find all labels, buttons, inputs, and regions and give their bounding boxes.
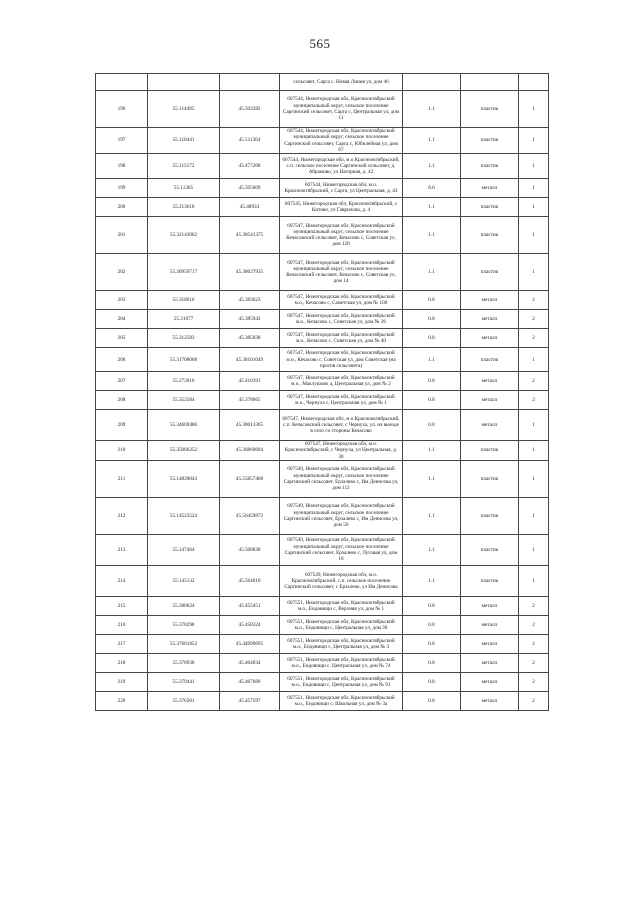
count-cell: 1 [519, 179, 549, 198]
longitude-cell: 45.383623 [220, 291, 280, 310]
material-cell: пластик [461, 461, 519, 498]
count-cell: 1 [519, 198, 549, 217]
row-number: 213 [96, 535, 148, 566]
row-number: 219 [96, 673, 148, 692]
volume-cell: 1.1 [403, 154, 461, 179]
table-row [96, 154, 549, 179]
count-cell: 2 [519, 329, 549, 348]
latitude-cell: 55.35066252 [148, 441, 220, 461]
count-cell: 2 [519, 291, 549, 310]
latitude-cell: 55.145132 [148, 566, 220, 597]
table-row [96, 329, 549, 348]
table-row [96, 74, 549, 91]
longitude-cell: 45.385038 [220, 329, 280, 348]
latitude-cell: 55.147464 [148, 535, 220, 566]
count-cell: 1 [519, 566, 549, 597]
longitude-cell: 45.48933 [220, 198, 280, 217]
volume-cell: 1.1 [403, 441, 461, 461]
material-cell: металл [461, 391, 519, 410]
latitude-cell: 55.318616 [148, 291, 220, 310]
table-row [96, 597, 549, 616]
address-cell: 607549, Нижегородская обл, Краснооктябрьский муниципальный округ, сельское поселение Саргинский сельсовет, Ерзалево с, Им Денисова ул, дом 112 [280, 461, 403, 498]
count-cell: 1 [519, 91, 549, 128]
table-row [96, 91, 549, 128]
row-number: 212 [96, 498, 148, 535]
address-cell: 607547, Нижегородская обл, м.о. Краснооктябрьский, с Чернуха, ул Центральная, д. 38 [280, 441, 403, 461]
row-number: 202 [96, 254, 148, 291]
material-cell: пластик [461, 198, 519, 217]
row-number: 210 [96, 441, 148, 461]
table-row [96, 635, 549, 654]
table-row [96, 291, 549, 310]
address-cell: сельсовет, Сарга с. Новая Линия ул, дом 46 [280, 74, 403, 91]
volume-cell: 0.8 [403, 391, 461, 410]
count-cell: 2 [519, 597, 549, 616]
longitude-cell: 45.568838 [220, 535, 280, 566]
volume-cell: 0.8 [403, 410, 461, 441]
row-number: 220 [96, 692, 148, 711]
count-cell: 2 [519, 654, 549, 673]
longitude-cell: 45.464034 [220, 654, 280, 673]
count-cell: 1 [519, 498, 549, 535]
row-number: 199 [96, 179, 148, 198]
latitude-cell: 55.31077 [148, 310, 220, 329]
volume-cell: 0.8 [403, 654, 461, 673]
table-row [96, 616, 549, 635]
table-row [96, 179, 549, 198]
table-row [96, 254, 549, 291]
volume-cell: 8.0 [403, 179, 461, 198]
address-cell: 607551, Нижегородская обл, Краснооктябрьский м.о., Ендовищи с, Центральная ул, дом 36 [280, 616, 403, 635]
longitude-cell: 45.467689 [220, 673, 280, 692]
table-row [96, 654, 549, 673]
table-row [96, 217, 549, 254]
volume-cell [403, 74, 461, 91]
material-cell: пластик [461, 498, 519, 535]
count-cell: 2 [519, 692, 549, 711]
volume-cell: 1.1 [403, 198, 461, 217]
row-number: 203 [96, 291, 148, 310]
address-cell: 607547, Нижегородская обл, м.о.Краснооктябрьский, с.п. Кечасовский сельсовет, с Чернуха, ул. на выезде в село со стороны Кечасово [280, 410, 403, 441]
longitude-cell: 45.457597 [220, 692, 280, 711]
count-cell: 1 [519, 154, 549, 179]
count-cell: 1 [519, 217, 549, 254]
latitude-cell: 55.14523524 [148, 498, 220, 535]
row-number: 211 [96, 461, 148, 498]
row-number: 207 [96, 372, 148, 391]
latitude-cell: 55.115172 [148, 154, 220, 179]
longitude-cell: 45.477208 [220, 154, 280, 179]
latitude-cell [148, 74, 220, 91]
latitude-cell: 55.378298 [148, 616, 220, 635]
table-row [96, 692, 549, 711]
latitude-cell: 55.380624 [148, 597, 220, 616]
table-row [96, 498, 549, 535]
volume-cell: 1.1 [403, 461, 461, 498]
table-row [96, 410, 549, 441]
address-cell: 607547, Нижегородская обл, Краснооктябрьский м.о., Чернуха с, Центральная ул, дом № 1 [280, 391, 403, 410]
row-number: 201 [96, 217, 148, 254]
address-cell: 607544, Нижегородская обл, Краснооктябрьский муниципальный округ, сельское поселение Саргинский сельсовет, Сарга с, Юбилейная ул, дом 67 [280, 128, 403, 154]
material-cell: металл [461, 291, 519, 310]
address-cell: 607544, Нижегородская обл, Краснооктябрьский муниципальный округ, сельское поселение Саргинский сельсовет, Сарга с, Центральная ул, дом 11 [280, 91, 403, 128]
material-cell: пластик [461, 348, 519, 372]
longitude-cell: 45.44999695 [220, 635, 280, 654]
table-row [96, 348, 549, 372]
material-cell: металл [461, 616, 519, 635]
count-cell: 1 [519, 441, 549, 461]
material-cell: металл [461, 673, 519, 692]
material-cell: металл [461, 692, 519, 711]
material-cell: металл [461, 329, 519, 348]
latitude-cell: 55.376201 [148, 692, 220, 711]
material-cell: пластик [461, 254, 519, 291]
latitude-cell: 55.14828043 [148, 461, 220, 498]
count-cell: 2 [519, 635, 549, 654]
volume-cell: 1.1 [403, 535, 461, 566]
material-cell: пластик [461, 535, 519, 566]
table-body [96, 74, 549, 711]
material-cell: металл [461, 410, 519, 441]
longitude-cell: 45.36860604 [220, 441, 280, 461]
address-cell: 607547, Нижегородская обл, Краснооктябрьский муниципальный округ, сельское поселение Кечасовский сельсовет, Кечасово с, Советская ул, дом 14 [280, 254, 403, 291]
row-number: 205 [96, 329, 148, 348]
row-number: 206 [96, 348, 148, 372]
material-cell: пластик [461, 154, 519, 179]
volume-cell: 1.1 [403, 128, 461, 154]
row-number: 218 [96, 654, 148, 673]
table-row [96, 535, 549, 566]
volume-cell: 1.1 [403, 498, 461, 535]
row-number: 196 [96, 91, 148, 128]
address-cell: 607544, Нижегородская обл, м.о. Краснооктябрьский, с Сарга, ул Центральная, д. 43 [280, 179, 403, 198]
volume-cell: 1.1 [403, 91, 461, 128]
volume-cell: 1.1 [403, 348, 461, 372]
volume-cell: 0.8 [403, 372, 461, 391]
latitude-cell: 55.32143062 [148, 217, 220, 254]
volume-cell: 0.8 [403, 291, 461, 310]
row-number: 198 [96, 154, 148, 179]
volume-cell: 0.8 [403, 692, 461, 711]
volume-cell: 1.1 [403, 217, 461, 254]
address-cell: 607549, Нижегородская обл, Краснооктябрьский муниципальный округ, сельское поселение Саргинский сельсовет, Ерзалево с, Им Денисова ул, дом 56 [280, 498, 403, 535]
longitude-cell: 45.511364 [220, 128, 280, 154]
latitude-cell: 55.110441 [148, 128, 220, 154]
count-cell: 1 [519, 128, 549, 154]
count-cell: 1 [519, 348, 549, 372]
latitude-cell: 55.37601852 [148, 635, 220, 654]
table-row [96, 673, 549, 692]
latitude-cell: 55.11365 [148, 179, 220, 198]
address-cell: 607549, Нижегородская обл, м.о. Краснооктябрьский, с.п. сельское поселение Саргинский сельсовет, с Ерзалево, ул Им Денисова [280, 566, 403, 597]
material-cell: металл [461, 635, 519, 654]
material-cell: пластик [461, 91, 519, 128]
material-cell: пластик [461, 217, 519, 254]
material-cell: пластик [461, 128, 519, 154]
count-cell: 2 [519, 673, 549, 692]
count-cell: 1 [519, 461, 549, 498]
longitude-cell: 45.503282 [220, 91, 280, 128]
table-row [96, 128, 549, 154]
count-cell: 1 [519, 535, 549, 566]
address-cell: 607547, Нижегородская обл, Краснооктябрьский м.о., Кечасово с, Советская ул, дом № 100 [280, 291, 403, 310]
longitude-cell: 45.38101049 [220, 348, 280, 372]
longitude-cell: 45.38637935 [220, 254, 280, 291]
table-row [96, 391, 549, 410]
row-number [96, 74, 148, 91]
latitude-cell: 55.273016 [148, 372, 220, 391]
table-row [96, 461, 549, 498]
count-cell: 2 [519, 616, 549, 635]
volume-cell: 0.8 [403, 597, 461, 616]
longitude-cell: 45.56459872 [220, 498, 280, 535]
count-cell: 2 [519, 372, 549, 391]
volume-cell: 0.8 [403, 616, 461, 635]
address-cell: 607547, Нижегородская обл, Краснооктябрьский м.о., Кечасово с, Советская ул, дом № 26 [280, 310, 403, 329]
volume-cell: 1.1 [403, 254, 461, 291]
material-cell: металл [461, 597, 519, 616]
row-number: 197 [96, 128, 148, 154]
material-cell: металл [461, 179, 519, 198]
latitude-cell: 55.30959717 [148, 254, 220, 291]
latitude-cell: 55.34669486 [148, 410, 220, 441]
latitude-cell: 55.213618 [148, 198, 220, 217]
material-cell: металл [461, 654, 519, 673]
address-cell: 607547, Нижегородская обл, Краснооктябрьский м.о., Кечасово с, Советская ул, дом № 40 [280, 329, 403, 348]
longitude-cell: 45.378665 [220, 391, 280, 410]
row-number: 208 [96, 391, 148, 410]
latitude-cell: 55.352584 [148, 391, 220, 410]
longitude-cell: 45.505009 [220, 179, 280, 198]
longitude-cell: 45.38541375 [220, 217, 280, 254]
material-cell: металл [461, 372, 519, 391]
address-cell: 607549, Нижегородская обл, Краснооктябрьский муниципальный округ, сельское поселение Саргинский сельсовет, Ерзалево с, Луговая ул, дом 18 [280, 535, 403, 566]
count-cell: 2 [519, 391, 549, 410]
count-cell: 1 [519, 410, 549, 441]
address-cell: 607547, Нижегородская обл, Краснооктябрьский м.о., Маклушово д, Центральная ул, дом № 2 [280, 372, 403, 391]
volume-cell: 1.1 [403, 566, 461, 597]
table-row [96, 198, 549, 217]
address-cell: 607551, Нижегородская обл, Краснооктябрьский м.о., Ендовищи с, Центральная ул, дом № 74 [280, 654, 403, 673]
registry-table [95, 73, 549, 711]
address-cell: 607547, Нижегородская обл, Краснооктябрьский муниципальный округ, сельское поселение Кечасовский сельсовет, Кечасово с, Советская ул, дом 120 [280, 217, 403, 254]
table-row [96, 441, 549, 461]
longitude-cell: 45.458324 [220, 616, 280, 635]
longitude-cell: 45.38013365 [220, 410, 280, 441]
volume-cell: 0.8 [403, 635, 461, 654]
row-number: 214 [96, 566, 148, 597]
count-cell [519, 74, 549, 91]
table-row [96, 310, 549, 329]
material-cell: металл [461, 310, 519, 329]
address-cell: 607551, Нижегородская обл, Краснооктябрьский м.о., Ендовищи с, Центральная ул, дом № 3 [280, 635, 403, 654]
page-number: 565 [309, 36, 331, 51]
latitude-cell: 55.379441 [148, 673, 220, 692]
latitude-cell: 55.378938 [148, 654, 220, 673]
longitude-cell: 45.55857468 [220, 461, 280, 498]
longitude-cell [220, 74, 280, 91]
longitude-cell: 45.564016 [220, 566, 280, 597]
material-cell: пластик [461, 566, 519, 597]
address-cell: 607551, Нижегородская обл, Краснооктябрьский м.о., Ендовищи с, Школьная ул, дом № 3а [280, 692, 403, 711]
material-cell: пластик [461, 441, 519, 461]
row-number: 216 [96, 616, 148, 635]
longitude-cell: 45.385942 [220, 310, 280, 329]
count-cell: 2 [519, 310, 549, 329]
volume-cell: 0.8 [403, 310, 461, 329]
latitude-cell: 55.312583 [148, 329, 220, 348]
row-number: 209 [96, 410, 148, 441]
longitude-cell: 45.455451 [220, 597, 280, 616]
volume-cell: 0.8 [403, 329, 461, 348]
longitude-cell: 45.410391 [220, 372, 280, 391]
address-cell: 607551, Нижегородская обл, Краснооктябрьский м.о., Ендовищи с, Верхняя ул, дом № 1 [280, 597, 403, 616]
material-cell [461, 74, 519, 91]
latitude-cell: 55.114495 [148, 91, 220, 128]
address-cell: 607545, Нижегородская обл, Краснооктябрьский, с Китово, ул Гаврилова, д. 4 [280, 198, 403, 217]
row-number: 215 [96, 597, 148, 616]
table-row [96, 372, 549, 391]
row-number: 204 [96, 310, 148, 329]
count-cell: 1 [519, 254, 549, 291]
address-cell: 607551, Нижегородская обл, Краснооктябрьский м.о., Ендовищи с, Центральная ул, дом № 91 [280, 673, 403, 692]
address-cell: 607547, Нижегородская обл, Краснооктябрьский м.о., Кечасово с, Советская ул, дом Советская (на против сельсовета) [280, 348, 403, 372]
latitude-cell: 55.31708068 [148, 348, 220, 372]
table-row [96, 566, 549, 597]
address-cell: 607544, Нижегородская обл, м.о.Краснооктябрьский, с.п. сельское поселение Саргинский сельсовет, д. Абрамово, ул Нагорная, д. 42 [280, 154, 403, 179]
row-number: 217 [96, 635, 148, 654]
volume-cell: 0.8 [403, 673, 461, 692]
row-number: 200 [96, 198, 148, 217]
